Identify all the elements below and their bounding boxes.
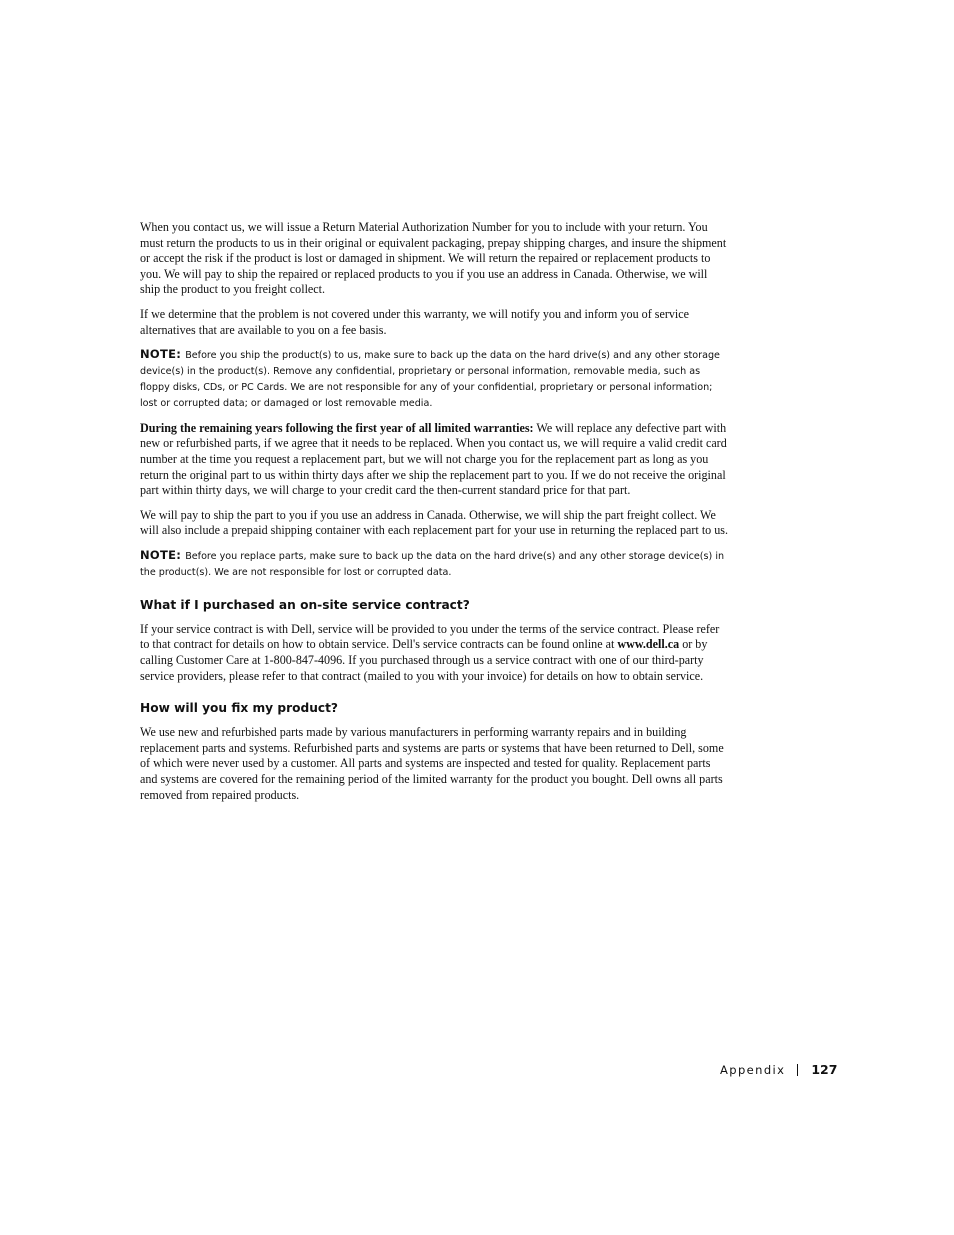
note-text: Before you ship the product(s) to us, make sure to back up the data on the hard drive(s) and any other storage device(s) in the product(s). Remove any confidential, proprietary or personal information, removable media, such as floppy disks, CDs, or PC Cards. We are not responsible for any of your confidential, proprietary or personal information; lost or corrupted data; or damaged or lost removable media.: [140, 350, 720, 409]
dell-website-link[interactable]: www.dell.ca: [617, 637, 680, 652]
remaining-years-lead: During the remaining years following the first year of all limited warranties:: [140, 420, 534, 435]
service-contract-paragraph: [140, 622, 730, 684]
refurbished-parts-paragraph: We use new and refurbished parts made by various manufacturers in performing warranty repairs and in building replacement parts and systems. Refurbished parts and systems are parts or systems that have been returned to Dell, some of which were never used by a customer. All parts and systems are inspected and tested for quality. Replacement parts and systems are covered for the remaining period of the limited warranty for the product you bought. Dell owns all parts removed from repaired products.: [140, 725, 724, 802]
note-label: NOTE:: [140, 347, 182, 362]
footer-separator: [797, 1064, 798, 1076]
heading-onsite-service-contract: What if I purchased an on-site service contract?: [140, 597, 470, 612]
footer-section-name: Appendix: [720, 1063, 786, 1077]
remaining-years-body: We will replace any defective part with new or refurbished parts, if we agree that it needs to be replaced. When you contact us, we will require a valid credit card number at the time you request a replacement part, but we will not charge you for the replacement part as long as you return the original part to us within thirty days after we ship the replacement part to you. If we do not receive the original part within thirty days, we will charge to your credit card the then-current standard price for that part.: [140, 420, 727, 498]
note-backup-before-replacing: [140, 548, 730, 581]
service-contract-text-a: If your service contract is with Dell, service will be provided to you under the terms of the service contract. Please refer to that contract for details on how to obtain service. Dell's service contracts can be found online at: [140, 621, 720, 652]
heading-fix-my-product: How will you fix my product?: [140, 701, 338, 716]
page-number: 127: [811, 1062, 838, 1077]
page-footer: [720, 1062, 837, 1077]
note-backup-before-shipping: [140, 347, 730, 412]
rma-paragraph: When you contact us, we will issue a Return Material Authorization Number for you to include with your return. You must return the products to us in their original or equivalent packaging, prepay shipping charges, and insure the shipment or accept the risk if the product is lost or damaged in shipment. We will return the repaired or replacement products to you. We will pay to ship the repaired or replaced products to you if you use an address in Canada. Otherwise, we will ship the product to you freight collect.: [140, 220, 727, 297]
note-label: NOTE:: [140, 547, 182, 562]
part-shipping-paragraph: We will pay to ship the part to you if you use an address in Canada. Otherwise, we will ship the part freight collect. We will also include a prepaid shipping container with each replacement part for your use in returning the replaced part to us.: [140, 507, 729, 538]
service-contract-text-b: or by calling Customer Care at 1-800-847-4096. If you purchased through us a service contract with one of our third-party service providers, please refer to that contract (mailed to you with your invoice) for details on how to obtain service.: [140, 637, 708, 683]
remaining-years-paragraph: [140, 421, 730, 499]
note-text: Before you replace parts, make sure to back up the data on the hard drive(s) and any other storage device(s) in the product(s). We are not responsible for lost or corrupted data.: [140, 550, 725, 578]
not-covered-paragraph: If we determine that the problem is not covered under this warranty, we will notify you and inform you of service alternatives that are available to you on a fee basis.: [140, 306, 689, 337]
page-content: [140, 220, 730, 812]
